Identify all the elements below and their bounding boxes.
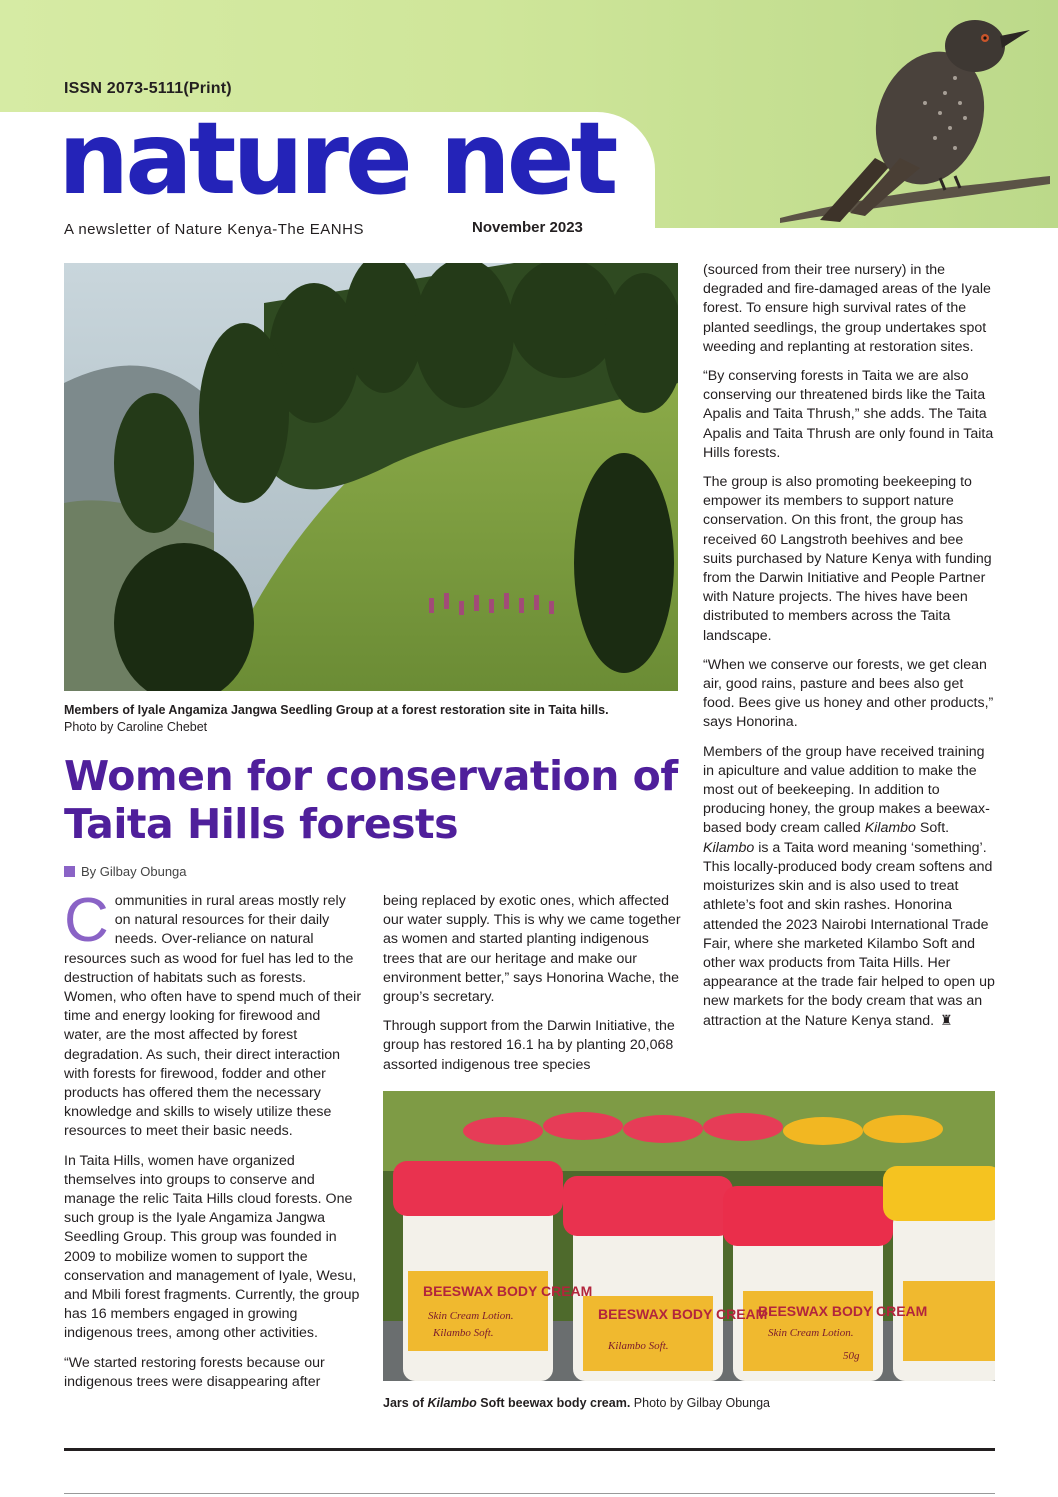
forest-caption-text: Members of Iyale Angamiza Jangwa Seedling Group at a forest restoration site in Taita hills. <box>64 703 609 717</box>
article-paragraph: Communities in rural areas mostly rely on natural resources for their daily needs. Over-reliance on natural resources such as wood for fuel has led to the destruction of habitats such as forests. Women, who often have to spend much of their time and energy looking for firewood and water, are the most affected by forest degradation. As such, their direct interaction with forests for firewood, fodder and other products has offered them the necessary knowledge and skills to wisely utilize these resources to meet their basic needs. <box>64 886 362 1140</box>
byline-square-icon <box>64 866 75 877</box>
taita-thrush-bird-image <box>780 8 1050 223</box>
article-headline: Women for conservation of Taita Hills forests <box>64 752 678 848</box>
article-column-3 <box>703 261 995 1041</box>
issue-date: November 2023 <box>472 219 583 236</box>
article-paragraph: The group is also promoting beekeeping to empower its members to support nature conservation. On this front, the group has received 60 Langstroth beehives and bee suits purchased by Nature Kenya with funding from the Darwin Initiative and People Partner with Nature projects. The hives have been distributed to members across the Taita landscape. <box>703 474 992 644</box>
jars-photo-credit: Photo by Gilbay Obunga <box>630 1396 770 1410</box>
newsletter-tagline: A newsletter of Nature Kenya-The EANHS <box>64 221 364 238</box>
article-paragraph: “By conserving forests in Taita we are also conserving our threatened birds like the Taita Apalis and Taita Thrush,” she adds. The Taita Apalis and Taita Thrush are only found in Taita Hills forests. <box>703 368 994 461</box>
jar-label-weight: 50g <box>843 1350 860 1362</box>
footer-rule <box>64 1448 995 1451</box>
jar-label-sub: Skin Cream Lotion. <box>428 1310 514 1322</box>
forest-photo-caption <box>64 702 684 736</box>
forest-restoration-photo <box>64 263 678 691</box>
footer-thin-rule <box>64 1493 995 1494</box>
jar-label-brand: Kilambo Soft. <box>433 1327 494 1339</box>
masthead-title: nature net <box>58 100 615 217</box>
jar-label-title: BEESWAX BODY CREAM <box>598 1306 768 1322</box>
byline-text: By Gilbay Obunga <box>81 864 187 879</box>
article-column-1 <box>64 886 362 1402</box>
end-bird-icon: ♜ <box>940 1012 953 1029</box>
article-paragraph: “We started restoring forests because our indigenous trees were disappearing after <box>64 1354 325 1390</box>
issn-label: ISSN 2073-5111(Print) <box>64 80 232 97</box>
article-paragraph: In Taita Hills, women have organized themselves into groups to conserve and manage the relic Taita Hills cloud forests. One such group is the Iyale Angamiza Jangwa Seedling Group. This group was founded in 2009 to mobilize women to support the conservation and management of Iyale, Wesu, and Mbili forest fragments. Currently, the group has 16 members engaged in growing indigenous trees, among other activities. <box>64 1152 360 1342</box>
article-paragraph: Through support from the Darwin Initiative, the group has restored 16.1 ha by planting 20,068 assorted indigenous tree species <box>383 1018 675 1073</box>
jar-label-title: BEESWAX BODY CREAM <box>758 1303 928 1319</box>
article-paragraph: Members of the group have received training in apiculture and value addition to make the most out of beekeeping. In addition to producing honey, the group makes a beewax-based body cream called Kilambo Soft. Kilambo is a Taita word meaning ‘something’. This locally-produced body cream softens and moisturizes skin and is also used to treat athlete’s foot and skin rashes. Honorina attended the 2023 Nairobi International Trade Fair, where she marketed Kilambo Soft and other wax products from Taita Hills. Her appearance at the trade fair helped to open up new markets for the body cream that was an attraction at the Nature Kenya stand. ♜ <box>703 743 995 1031</box>
forest-photo-credit: Photo by Caroline Chebet <box>64 720 208 734</box>
jar-label-brand: Kilambo Soft. <box>608 1340 669 1352</box>
article-paragraph: being replaced by exotic ones, which affected our water supply. This is why we came together as women and started planting indigenous trees that are our heritage and make our environment better,” says Honorina Wache, the group’s secretary. <box>383 893 681 1006</box>
jars-photo-caption: Jars of Kilambo Soft beewax body cream. Photo by Gilbay Obunga <box>383 1396 770 1410</box>
article-paragraph: “When we conserve our forests, we get clean air, good rains, pasture and bees also get food. Bees give us honey and other products,” says Honorina. <box>703 656 994 731</box>
beeswax-jars-photo <box>383 1091 995 1381</box>
jar-label-sub: Skin Cream Lotion. <box>768 1327 854 1339</box>
drop-cap: C <box>64 886 109 955</box>
article-paragraph: (sourced from their tree nursery) in the degraded and fire-damaged areas of the Iyale forest. To ensure high survival rates of the planted seedlings, the group undertakes spot weeding and replanting at restoration sites. <box>703 262 991 355</box>
article-byline <box>64 864 187 879</box>
article-column-2 <box>383 892 681 1085</box>
jar-label-title: BEESWAX BODY CREAM <box>423 1283 593 1299</box>
